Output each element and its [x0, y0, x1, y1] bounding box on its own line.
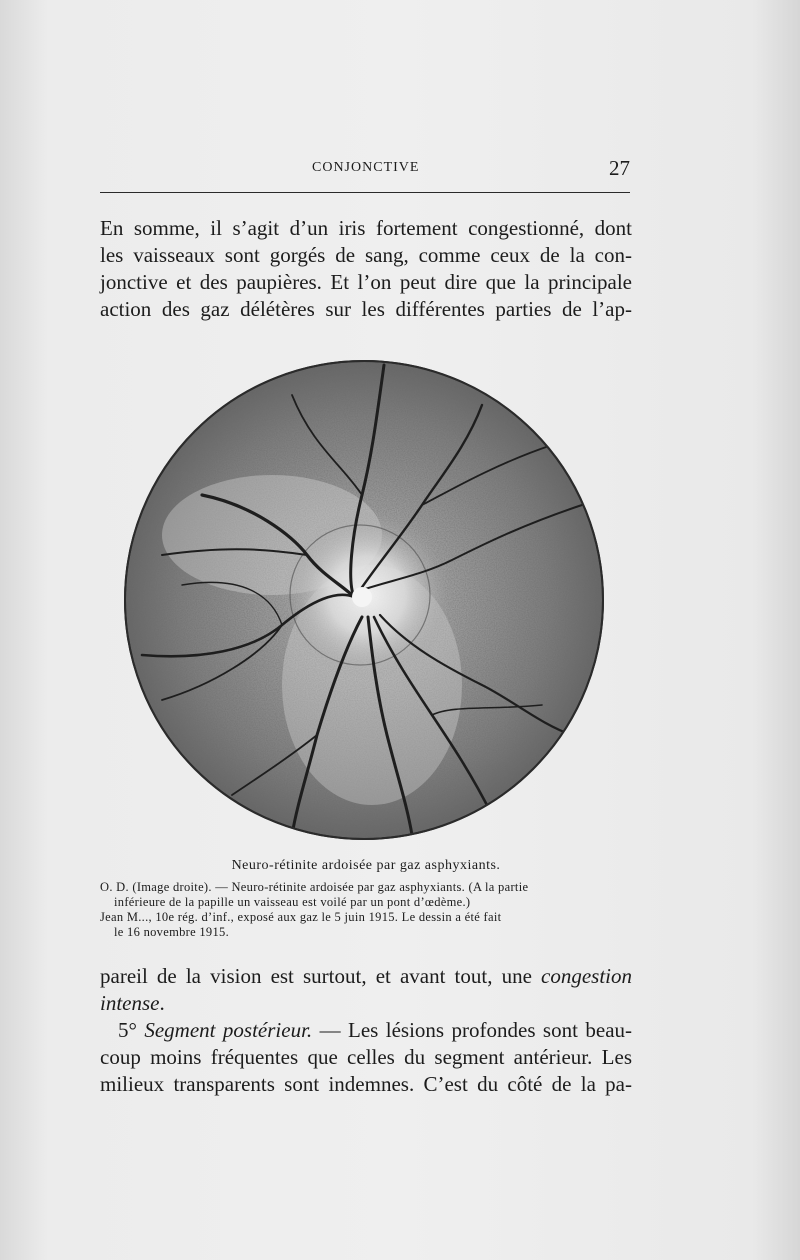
italic-text: intense — [100, 991, 160, 1015]
caption-line: Jean M..., 10e rég. d’inf., exposé aux gaz le 5 juin 1915. Le dessin a été fait — [100, 910, 502, 924]
italic-text: congestion — [541, 964, 633, 988]
text-line: En somme, il s’agit d’un iris fortement congestionné, dont — [100, 216, 632, 240]
section-number: 5° — [118, 1018, 137, 1042]
page-number: 27 — [609, 156, 630, 180]
text-run: — Les lésions profondes sont beau- — [312, 1018, 633, 1042]
text-run: . — [159, 991, 165, 1015]
running-head — [100, 158, 630, 180]
text-line — [100, 990, 632, 1017]
text-run: pareil de la vision est surtout, et avant tout, une — [100, 964, 532, 988]
running-title: CONJONCTIVE — [312, 160, 420, 175]
text-line — [100, 1017, 632, 1044]
figure-caption-body — [100, 880, 632, 940]
text-line: jonctive et des paupières. Et l’on peut dire que la principale — [100, 270, 632, 294]
paragraph-continuation — [100, 963, 632, 1017]
text-line: les vaisseaux sont gorgés de sang, comme ceux de la con- — [100, 243, 632, 267]
fundus-illustration — [122, 355, 607, 845]
caption-line: inférieure de la papille un vaisseau est voilé par un pont d’œdème.) — [114, 895, 471, 909]
header-rule — [100, 192, 630, 193]
text-line: action des gaz délétères sur les différentes parties de l’ap- — [100, 297, 632, 321]
caption-line: O. D. (Image droite). — Neuro-rétinite ardoisée par gaz asphyxiants. (A la partie — [100, 880, 529, 894]
paragraph-section — [100, 1017, 632, 1098]
caption-line: le 16 novembre 1915. — [114, 925, 230, 939]
text-line — [100, 963, 632, 990]
figure-caption-title: Neuro-rétinite ardoisée par gaz asphyxiants. — [231, 858, 501, 873]
paragraph-top — [100, 215, 632, 323]
text-line: milieux transparents sont indemnes. C’est du côté de la pa- — [100, 1072, 632, 1096]
text-line: coup moins fréquentes que celles du segment antérieur. Les — [100, 1045, 632, 1069]
section-title: Segment postérieur. — [144, 1018, 313, 1042]
